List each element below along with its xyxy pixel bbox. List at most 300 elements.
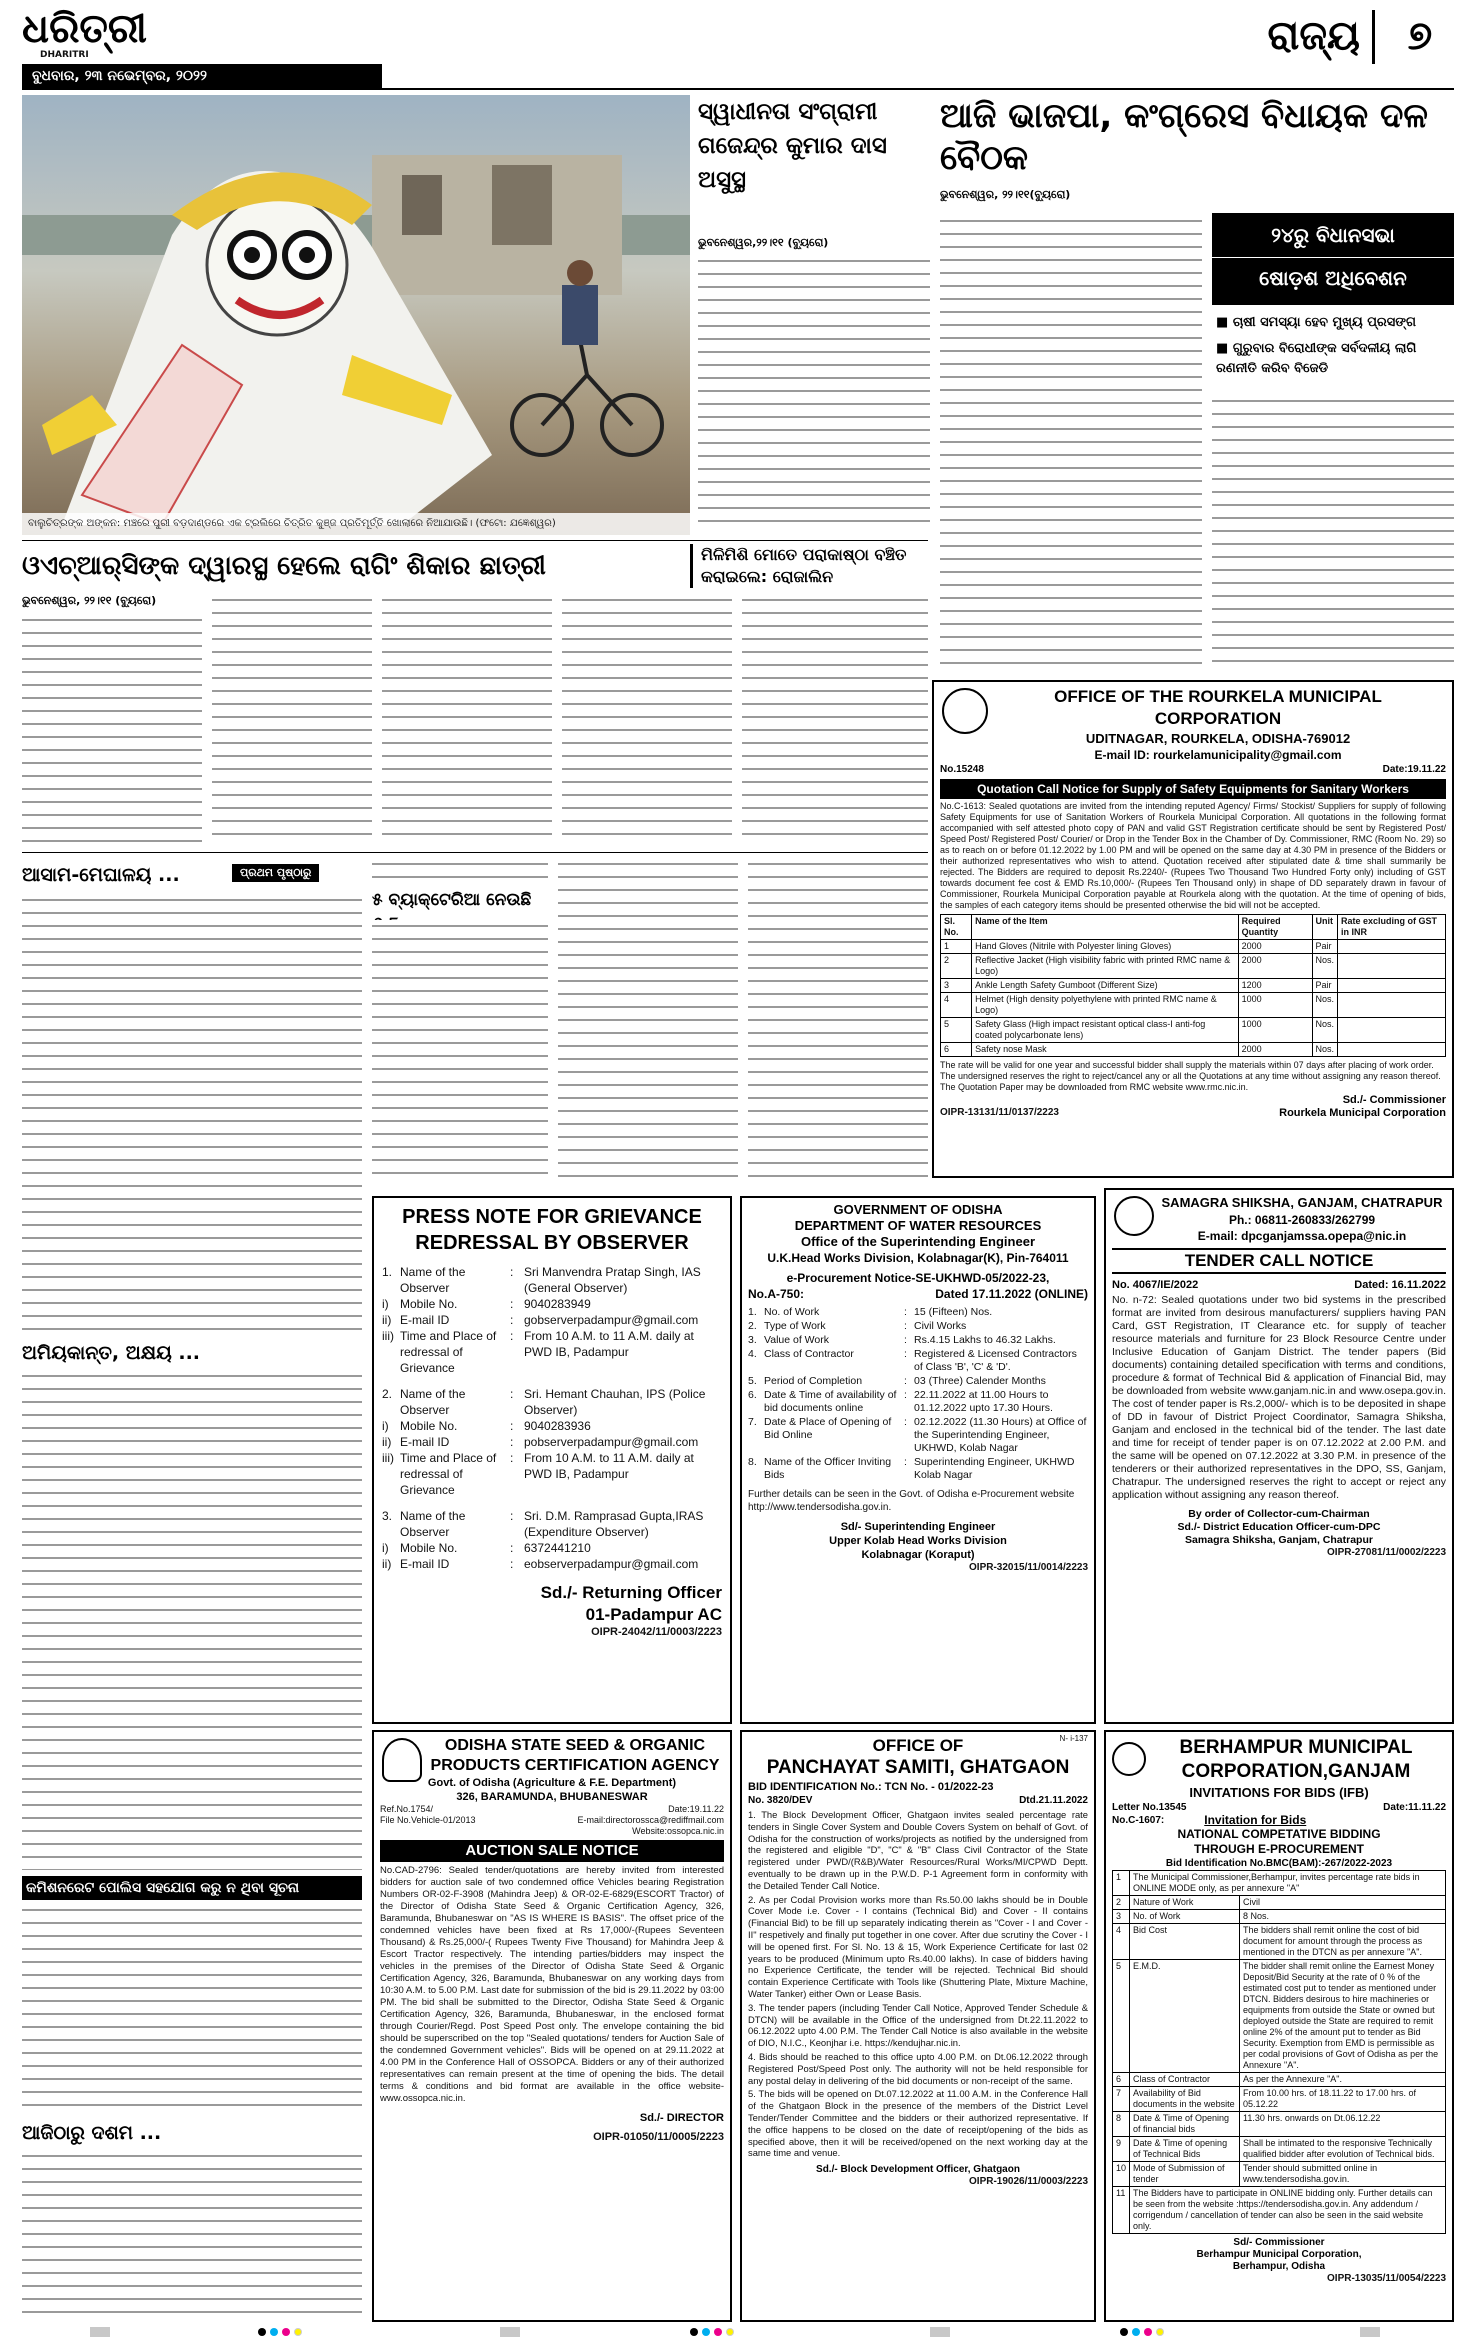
amrit-body bbox=[22, 1370, 362, 1870]
file-no: File No.Vehicle-01/2013 bbox=[380, 1815, 476, 1825]
row-colon: : bbox=[510, 1419, 514, 1433]
table-cell: 6 bbox=[941, 1043, 972, 1057]
table-cell: Pair bbox=[1312, 940, 1338, 954]
title-2: CORPORATION,GANJAM bbox=[1181, 1761, 1411, 1782]
spec-row bbox=[748, 1456, 1088, 1482]
table-cell: 5 bbox=[1113, 1960, 1130, 2073]
row-key: E-mail ID bbox=[400, 1435, 450, 1449]
ajitharu-headline: ଆଜିଠାରୁ ଦଶମ ... bbox=[22, 2122, 162, 2144]
table-cell: 1200 bbox=[1238, 979, 1312, 993]
ad-ref: OIPR-19026/11/0003/2223 bbox=[969, 2176, 1088, 2188]
table-cell: Date & Time of opening of Technical Bids bbox=[1130, 2137, 1240, 2162]
table-header-cell: Required Quantity bbox=[1238, 915, 1312, 940]
row-key: Period of Completion bbox=[764, 1375, 863, 1387]
sign-3: Berhampur, Odisha bbox=[1232, 2261, 1326, 2272]
table-row bbox=[1113, 2162, 1446, 2187]
row-key: Type of Work bbox=[764, 1320, 826, 1332]
bullet-icon: ■ bbox=[1216, 341, 1233, 356]
sign-1: Sd/- Commissioner bbox=[1233, 2237, 1325, 2248]
ad-email: E-mail ID: rourkelamunicipality@gmail.com bbox=[1094, 748, 1342, 762]
ad-ref: OIPR-01050/11/0005/2223 bbox=[593, 2131, 724, 2143]
row-number: 2. bbox=[382, 1387, 393, 1401]
print-marks bbox=[0, 2326, 1476, 2339]
table-cell: 2000 bbox=[1238, 1043, 1312, 1057]
row-colon: : bbox=[510, 1451, 514, 1465]
ad-ref: OIPR-13035/11/0054/2223 bbox=[1327, 2273, 1446, 2284]
spec-row bbox=[748, 1348, 1088, 1374]
sub-2: 326, BARAMUNDA, BHUBANESWAR bbox=[456, 1791, 648, 1803]
body-col-1 bbox=[372, 920, 548, 1182]
row-key: E-mail ID bbox=[400, 1313, 450, 1327]
masthead bbox=[0, 0, 1476, 90]
table-row bbox=[941, 954, 1446, 979]
bid-id: BID IDENTIFICATION No.: TCN No. - 01/2022-23 bbox=[748, 1781, 994, 1793]
row-value: 03 (Three) Calender Months bbox=[914, 1375, 1046, 1387]
table-cell: 8 Nos. bbox=[1240, 1910, 1446, 1924]
title-2: PRODUCTS CERTIFICATION AGENCY bbox=[430, 1757, 720, 1774]
row-value: 15 (Fifteen) Nos. bbox=[914, 1306, 993, 1318]
row-number: ii) bbox=[382, 1557, 392, 1571]
row-key: Time and Place of redressal of Grievance bbox=[400, 1329, 497, 1375]
row-colon: : bbox=[904, 1389, 907, 1401]
table-cell: Nos. bbox=[1312, 1018, 1338, 1043]
row-number: ii) bbox=[382, 1435, 392, 1449]
row-colon: : bbox=[904, 1375, 907, 1387]
ad-footer: The rate will be valid for one year and successful bidder shall supply the materials within 07 days after placing of work order. The undersigned reserves the right to reject/cancel any or all the Quotations at any time without assigning any reason thereof. The Quotation Paper may be downloaded from RMC website www.rmc.nic.in. bbox=[940, 1060, 1441, 1092]
sign-2: 01-Padampur AC bbox=[585, 1605, 722, 1624]
body-col-3 bbox=[382, 594, 552, 844]
row-colon: : bbox=[904, 1416, 907, 1428]
table-cell bbox=[1338, 1018, 1446, 1043]
row-value: Sri. Hemant Chauhan, IPS (Police Observer) bbox=[524, 1387, 706, 1417]
observer-row bbox=[382, 1556, 722, 1572]
observer-row bbox=[382, 1508, 722, 1540]
title-2: DEPARTMENT OF WATER RESOURCES bbox=[794, 1218, 1042, 1233]
sub-1: Govt. of Odisha (Agriculture & F.E. Department) bbox=[427, 1777, 677, 1789]
ad-ref: OIPR-24042/11/0003/2223 bbox=[591, 1626, 722, 1638]
observer-row bbox=[382, 1450, 722, 1498]
title-1: ODISHA STATE SEED & ORGANIC bbox=[444, 1737, 706, 1754]
bid-id: Bid Identification No.BMC(BAM):-267/2022-2023 bbox=[1165, 1858, 1393, 1869]
sign: Sd./- Block Development Officer, Ghatgaon bbox=[816, 2164, 1020, 2176]
row-value: eobserverpadampur@gmail.com bbox=[524, 1557, 699, 1571]
dateline: ଭୁବନେଶ୍ୱର, ୨୨।୧୧(ବ୍ୟୁରୋ) bbox=[940, 188, 1071, 201]
row-key: Name of the Observer bbox=[400, 1265, 466, 1295]
invitation-heading: Invitation for Bids bbox=[1204, 1813, 1307, 1827]
table-cell: Class of Contractor bbox=[1130, 2073, 1240, 2087]
body-col-4 bbox=[562, 594, 732, 844]
box-line-2: ଷୋଡ଼ଶ ଅଧିବେଶନ bbox=[1212, 257, 1454, 298]
table-row bbox=[941, 979, 1446, 993]
observer-block bbox=[382, 1508, 722, 1572]
sign-1: By order of Collector-cum-Chairman bbox=[1188, 1508, 1370, 1520]
table-cell: No. of Work bbox=[1130, 1910, 1240, 1924]
row-key: Mobile No. bbox=[400, 1297, 458, 1311]
ad-ref: OIPR-27081/11/0002/2223 bbox=[1327, 1547, 1446, 1558]
ncb-2: THROUGH E-PROCUREMENT bbox=[1194, 1842, 1364, 1856]
sign-2: Upper Kolab Head Works Division bbox=[829, 1535, 1007, 1547]
ad-ref: OIPR-32015/11/0014/2223 bbox=[969, 1562, 1088, 1573]
table-cell bbox=[1338, 993, 1446, 1018]
table-cell: 7 bbox=[1113, 2087, 1130, 2112]
title-4: U.K.Head Works Division, Kolabnagar(K), Pin-764011 bbox=[767, 1251, 1069, 1265]
ajitharu-body bbox=[22, 2150, 362, 2322]
row-value: gobserverpadampur@gmail.com bbox=[524, 1313, 699, 1327]
ad-date: Dated 17.11.2022 (ONLINE) bbox=[935, 1287, 1088, 1301]
body-top bbox=[372, 858, 548, 882]
page-number: ୭ bbox=[1407, 13, 1433, 59]
row-value: From 10 A.M. to 11 A.M. daily at PWD IB, Padampur bbox=[524, 1451, 694, 1481]
row-value: 6372441210 bbox=[524, 1541, 591, 1555]
table-cell: Hand Gloves (Nitrile with Polyester lining Gloves) bbox=[972, 940, 1239, 954]
table-cell: Mode of Submission of tender bbox=[1130, 2162, 1240, 2187]
title-1: BERHAMPUR MUNICIPAL bbox=[1179, 1737, 1413, 1758]
body-col-2 bbox=[212, 594, 372, 844]
row-number: 1. bbox=[748, 1306, 757, 1318]
row-key: E-mail ID bbox=[400, 1557, 450, 1571]
table-cell: 2000 bbox=[1238, 954, 1312, 979]
row-number: 7. bbox=[748, 1416, 757, 1428]
row-key: Class of Contractor bbox=[764, 1348, 854, 1360]
table-cell: 2000 bbox=[1238, 940, 1312, 954]
row-number: 3. bbox=[748, 1334, 757, 1346]
table-cell: Nos. bbox=[1312, 954, 1338, 979]
section-title: ରାଜ୍ୟ bbox=[1267, 13, 1360, 59]
ad-date: Date:19.11.22 bbox=[668, 1804, 724, 1814]
ad-date: Date:11.11.22 bbox=[1383, 1802, 1446, 1813]
spec-row bbox=[748, 1334, 1088, 1347]
story-gajendra bbox=[698, 95, 930, 535]
dateline: ଭୁବନେଶ୍ୱର,୨୨।୧୧ (ବ୍ୟୁରୋ) bbox=[698, 236, 829, 249]
bacteria-headline: ୫ ବ୍ୟାକ୍ଟେରିଆ ନେଉଛି bbox=[372, 890, 532, 910]
table-header-cell: Rate excluding of GST in INR bbox=[1338, 915, 1446, 940]
table-row bbox=[1113, 2112, 1446, 2137]
sign-2: Berhampur Municipal Corporation, bbox=[1196, 2249, 1362, 2260]
body-col-2 bbox=[1212, 395, 1454, 671]
bid-table bbox=[1112, 1870, 1446, 2234]
headline: ଆଜି ଭାଜପା, କଂଗ୍ରେସ ବିଧାୟକ ଦଳ ବୈଠକ bbox=[940, 96, 1428, 178]
amrit-headline: ଅମିୟକାନ୍ତ, ଅକ୍ଷୟ ... bbox=[22, 1342, 201, 1364]
observer-row bbox=[382, 1296, 722, 1312]
story-assam bbox=[22, 858, 362, 2328]
table-cell: 6 bbox=[1113, 2073, 1130, 2087]
table-cell: E.M.D. bbox=[1130, 1960, 1240, 2073]
ad-banner: TENDER CALL NOTICE bbox=[1112, 1248, 1446, 1274]
ad-email: E-mail: dpcganjamssa.opepa@nic.in bbox=[1197, 1229, 1407, 1243]
body-col-3 bbox=[748, 858, 928, 1182]
observer-row bbox=[382, 1264, 722, 1296]
row-number: 1. bbox=[382, 1265, 393, 1279]
sand-art-illustration bbox=[22, 95, 690, 535]
bullet-2: ■ ଗୁରୁବାର ବିରୋଧୀଙ୍କ ସର୍ବଦଳୀୟ ଲାଗି ରଣନୀତି କରିବ ବିଜେଡି bbox=[1216, 341, 1417, 376]
table-row bbox=[941, 1043, 1446, 1057]
observer-block bbox=[382, 1264, 722, 1376]
table-cell: 11 bbox=[1113, 2187, 1130, 2234]
bullet-icon: ■ bbox=[1216, 315, 1233, 330]
observer-row bbox=[382, 1434, 722, 1450]
odisha-emblem-icon bbox=[382, 1738, 422, 1782]
table-cell bbox=[1338, 954, 1446, 979]
headline: ସ୍ୱାଧୀନତା ସଂଗ୍ରାମୀ ଗଜେନ୍ଦ୍ର କୁମାର ଦାସ ଅସୁସ୍ଥ bbox=[698, 99, 887, 193]
ad-ref: OIPR-13131/11/0137/2223 bbox=[940, 1107, 1059, 1118]
table-row bbox=[1113, 1924, 1446, 1960]
row-key: Value of Work bbox=[764, 1334, 829, 1346]
observer-row bbox=[382, 1540, 722, 1556]
row-number: ii) bbox=[382, 1313, 392, 1327]
table-cell: The Bidders have to participate in ONLINE bidding only. Further details can be seen from the website :https://tendersodisha.gov.in. Any addendum / corrigendum / cancellation of tender can also be seen in the said website only. bbox=[1130, 2187, 1446, 2234]
table-cell: Nature of Work bbox=[1130, 1896, 1240, 1910]
row-value: Rs.4.15 Lakhs to 46.32 Lakhs. bbox=[914, 1334, 1056, 1346]
row-colon: : bbox=[904, 1456, 907, 1468]
items-table bbox=[940, 914, 1446, 1057]
table-cell: 1000 bbox=[1238, 1018, 1312, 1043]
ad-samagra bbox=[1104, 1188, 1454, 1724]
observer-block bbox=[382, 1386, 722, 1498]
spec-row bbox=[748, 1306, 1088, 1319]
table-cell: 2 bbox=[1113, 1896, 1130, 1910]
table-cell: 1000 bbox=[1238, 993, 1312, 1018]
table-cell: Civil bbox=[1240, 1896, 1446, 1910]
body-col-5 bbox=[742, 594, 928, 844]
headline: ଓଏଚ୍‌ଆର୍‌ସିଙ୍କ ଦ୍ୱାରସ୍ଥ ହେଲେ ରାଗିଂ ଶିକାର ଛାତ୍ରୀ bbox=[22, 551, 546, 581]
table-cell: Ankle Length Safety Gumboot (Different Size) bbox=[972, 979, 1239, 993]
table-cell: Safety nose Mask bbox=[972, 1043, 1239, 1057]
table-cell: Bid Cost bbox=[1130, 1924, 1240, 1960]
table-cell: 1 bbox=[941, 940, 972, 954]
table-row bbox=[1113, 1896, 1446, 1910]
ad-website: Website:ossopca.nic.in bbox=[632, 1826, 724, 1836]
table-cell: Safety Glass (High impact resistant optical class-I anti-fog coated polycarbonate lens) bbox=[972, 1018, 1239, 1043]
row-key: No. of Work bbox=[764, 1306, 820, 1318]
title-1: GOVERNMENT OF ODISHA bbox=[833, 1202, 1003, 1217]
table-cell: 9 bbox=[1113, 2137, 1130, 2162]
row-number: 2. bbox=[748, 1320, 757, 1332]
row-colon: : bbox=[510, 1387, 514, 1401]
letter-no: Letter No.13545 bbox=[1112, 1802, 1187, 1813]
row-number: 4. bbox=[748, 1348, 757, 1360]
story-bjp-congress bbox=[940, 95, 1454, 675]
ad-no: No. 3820/DEV bbox=[748, 1795, 813, 1806]
row-number: i) bbox=[382, 1297, 389, 1311]
ad-footer: Further details can be seen in the Govt. of Odisha e-Procurement website http://www.tendersodisha.gov.in. bbox=[748, 1489, 1075, 1513]
row-number: 5. bbox=[748, 1375, 757, 1387]
row-number: 8. bbox=[748, 1456, 757, 1468]
row-value: 22.11.2022 at 11.00 Hours to 01.12.2022 upto 17.30 Hours. bbox=[914, 1389, 1053, 1414]
title-2: PANCHAYAT SAMITI, GHATGAON bbox=[766, 1757, 1070, 1778]
row-key: Date & Place of Opening of Bid Online bbox=[764, 1416, 892, 1441]
ad-banner: AUCTION SALE NOTICE bbox=[380, 1840, 724, 1862]
table-cell: Helmet (High density polyethylene with printed RMC name & Logo) bbox=[972, 993, 1239, 1018]
row-colon: : bbox=[904, 1306, 907, 1318]
front-page-tag: ପ୍ରଥମ ପୃଷ୍ଠାରୁ bbox=[232, 864, 319, 882]
bmc-logo-icon bbox=[1112, 1742, 1146, 1776]
row-key: Time and Place of redressal of Grievance bbox=[400, 1451, 497, 1497]
row-value: Sri Manvendra Pratap Singh, IAS (General Observer) bbox=[524, 1265, 701, 1295]
sign-2: Sd./- District Education Officer-cum-DPC bbox=[1177, 1521, 1381, 1533]
bullet-1: ■ ଚାଷୀ ସମସ୍ୟା ହେବ ମୁଖ୍ୟ ପ୍ରସଙ୍ଗ bbox=[1216, 315, 1417, 330]
row-colon: : bbox=[510, 1541, 514, 1555]
spec-row bbox=[748, 1375, 1088, 1388]
body-text bbox=[698, 255, 930, 533]
table-header-cell: Unit bbox=[1312, 915, 1338, 940]
row-key: Mobile No. bbox=[400, 1541, 458, 1555]
row-number: iii) bbox=[382, 1451, 394, 1465]
ad-seed-agency bbox=[372, 1730, 732, 2322]
sign-1: Sd./- Returning Officer bbox=[540, 1583, 722, 1602]
table-row bbox=[1113, 2087, 1446, 2112]
table-cell: Date & Time of Opening of financial bids bbox=[1130, 2112, 1240, 2137]
body-col-1 bbox=[940, 215, 1202, 671]
table-cell: From 10.00 hrs. of 18.11.22 to 17.00 hrs. of 05.12.22 bbox=[1240, 2087, 1446, 2112]
row-value: 02.12.2022 (11.30 Hours) at Office of the Superintending Engineer, UKHWD, Kolab Nagar bbox=[914, 1416, 1087, 1454]
observer-row bbox=[382, 1418, 722, 1434]
ad-title: PRESS NOTE FOR GRIEVANCE REDRESSAL BY OBSERVER bbox=[402, 1206, 702, 1254]
row-value: pobserverpadampur@gmail.com bbox=[524, 1435, 699, 1449]
tender-point: 1. The Block Development Officer, Ghatgaon invites sealed percentage rate tenders in Single Cover System and Double Covers System on behalf of Govt. of Odisha for the construction of works/projects as notified by the undersigned from the registered and eligible "D", "C" & "B" Class Civil Contractor of the State registered under PWD/(R&B)/Water Resources/Rural Works/MI/CPWD Deptt. eventually to be drawn up in the P.W.D. P-1 Agreement form in conformity with the Detailed Tender Call Notice. bbox=[748, 1809, 1088, 1891]
notice-no: e-Procurement Notice-SE-UKHWD-05/2022-23, bbox=[786, 1271, 1050, 1285]
table-cell: 1 bbox=[1113, 1871, 1130, 1896]
row-colon: : bbox=[510, 1313, 514, 1327]
ad-address: UDITNAGAR, ROURKELA, ODISHA-769012 bbox=[1085, 731, 1351, 746]
title-3: Office of the Superintending Engineer bbox=[800, 1234, 1035, 1249]
table-row bbox=[1113, 2073, 1446, 2087]
table-cell bbox=[1338, 940, 1446, 954]
ref-no: Ref.No.1754/ bbox=[380, 1804, 434, 1814]
table-cell: 3 bbox=[1113, 1910, 1130, 1924]
ad-phone: Ph.: 06811-260833/262799 bbox=[1228, 1213, 1376, 1227]
ad-date: Dtd.21.11.2022 bbox=[1019, 1795, 1088, 1806]
ad-code: N- i-137 bbox=[1059, 1734, 1088, 1743]
row-colon: : bbox=[904, 1334, 907, 1346]
dateline: ଭୁବନେଶ୍ୱର, ୨୨।୧୧ (ବ୍ୟୁରୋ) bbox=[22, 594, 157, 607]
photo-caption: ବାଲୁଚିତ୍ରଙ୍କ ଅଙ୍କନ: ମଞ୍ଚରେ ପୁରୀ ବଡ଼ଦାଣ୍ଡରେ ଏକ ଟ୍ରଲିରେ ଚିତ୍ରିତ କୁଞ୍ଜ ପ୍ରତିମୂର୍ତ୍ତି ଖୋଲାରେ ନିଆଯାଉଛି। (ଫଟୋ: ଯଜ୍ଞେଶ୍ୱର) bbox=[22, 513, 690, 535]
table-cell: Nos. bbox=[1312, 993, 1338, 1018]
table-cell: 5 bbox=[941, 1018, 972, 1043]
highlight-box bbox=[1212, 213, 1454, 305]
story-ragging bbox=[22, 544, 928, 849]
table-cell bbox=[1338, 1043, 1446, 1057]
table-row bbox=[1113, 1960, 1446, 2073]
table-cell bbox=[1338, 979, 1446, 993]
ad-date: Date:19.11.22 bbox=[1382, 764, 1446, 775]
observer-row bbox=[382, 1312, 722, 1328]
table-row bbox=[1113, 1910, 1446, 1924]
ad-email: E-mail:directorossca@rediffmail.com bbox=[577, 1815, 724, 1825]
row-colon: : bbox=[510, 1265, 514, 1279]
ad-ghatgaon bbox=[740, 1730, 1096, 2322]
sign-3: Samagra Shiksha, Ganjam, Chatrapur bbox=[1185, 1534, 1373, 1546]
rozalin-headline: ମିଳିମିଶି ମୋତେ ପରାକାଷ୍ଠା ବଞ୍ଚିତ କରାଇଲେ: ରୋଜାଲିନ bbox=[690, 544, 928, 588]
ad-no: No. 4067/IE/2022 bbox=[1112, 1279, 1199, 1291]
table-row bbox=[941, 940, 1446, 954]
table-cell: Availability of Bid documents in the website bbox=[1130, 2087, 1240, 2112]
assam-body bbox=[22, 894, 362, 1334]
table-row bbox=[941, 993, 1446, 1018]
table-cell: 8 bbox=[1113, 2112, 1130, 2137]
table-row bbox=[941, 1018, 1446, 1043]
story-bacteria bbox=[372, 858, 928, 1188]
lead-photo bbox=[22, 95, 690, 535]
ad-water-resources bbox=[740, 1196, 1096, 1724]
ad-date: Dated: 16.11.2022 bbox=[1354, 1279, 1446, 1291]
table-cell: Reflective Jacket (High visibility fabric with printed RMC name & Logo) bbox=[972, 954, 1239, 979]
table-header-cell: Sl. No. bbox=[941, 915, 972, 940]
row-key: Mobile No. bbox=[400, 1419, 458, 1433]
commissionerate-headline: କମିଶନରେଟ ପୋଲିସ ସହଯୋଗ କରୁ ନ ଥିବା ସୂଚନା bbox=[22, 1876, 362, 1900]
tender-point: 4. Bids should be reached to this office upto 4.00 P.M. on Dt.06.12.2022 through Registered Post/Speed Post only. The authority will not be held responsible for any postal delay in delivering of the bid documents or non-receipt of the same. bbox=[748, 2050, 1088, 2086]
ad-rourkela bbox=[932, 680, 1454, 1178]
ad-banner: Quotation Call Notice for Supply of Safety Equipments for Sanitary Workers bbox=[940, 779, 1446, 799]
sign: Sd./- DIRECTOR bbox=[639, 2112, 724, 2124]
row-key: Name of the Observer bbox=[400, 1509, 466, 1539]
table-row bbox=[1113, 2187, 1446, 2234]
ad-body: No.C-1613: Sealed quotations are invited from the intending reputed Agency/ Firms/ Stockist/ Suppliers for supply of following Safety Equipments for use of Sanitation Workers of Rourkela Municipal Corporation. All quotations in the following format accompanied with self attested photo copy of PAN and valid GST Registration certificate should be sent by Registered Post/ Speed Post/ Registered Post/ Courier/ or Drop in the Tender Box in the Chamber of Dy. Commissioner, RMC (Room No. 29) so as to reach on or before 01.12.2022 by 1.00 PM and will be opened on the same day at 4.30 PM in presence of the Bidders or their authorized representatives who wish to attend. Quotation received after stipulated date & time shall summarily be rejected. The Bidders are required to deposit Rs.2240/- (Rupees Two Thousand Two Hundred Forty only) including of GST towards document fee cost & EMD Rs.10,000/- (Rupees Ten Thousand only) in shape of DD separately drawn in favour of Commissioner, Rourkela Municipal Corporation payable at Rourkela along with the quotation. At the time of opening of bids, the samples of each category items should be presented otherwise the bid will not be accepted. bbox=[940, 801, 1446, 910]
table-row bbox=[1113, 1871, 1446, 1896]
row-colon: : bbox=[510, 1557, 514, 1571]
tender-point: 5. The bids will be opened on Dt.07.12.2022 at 11.00 A.M. in the Conference Hall of the Ghatgaon Block in the presence of the members of the District Level Tender/Tender Committee and the bidders or their authorized representative. If the office happens to be closed on the date of receipt/opening of the bids as specified above, then it will be received/opened on the next working day at the same time and venue. bbox=[748, 2088, 1088, 2159]
table-cell: Tender should submitted online in www.tendersodisha.gov.in. bbox=[1240, 2162, 1446, 2187]
ad-no: No.A-750: bbox=[748, 1287, 805, 1301]
ad-no: No.15248 bbox=[940, 764, 984, 775]
table-cell: 2 bbox=[941, 954, 972, 979]
observer-row bbox=[382, 1386, 722, 1418]
ad-title: SAMAGRA SHIKSHA, GANJAM, CHATRAPUR bbox=[1161, 1195, 1443, 1210]
row-colon: : bbox=[904, 1348, 907, 1360]
row-value: 9040283949 bbox=[524, 1297, 591, 1311]
row-value: 9040283936 bbox=[524, 1419, 591, 1433]
logo: ଧରିତ୍ରୀ bbox=[22, 5, 147, 52]
ad-body: No.CAD-2796: Sealed tender/quotations are hereby invited from interested bidders for auction sale of two condemned office Vehicles bearing Registration Numbers OR-02-F-3908 (Mahindra Jeep) & OR-02-E-6829(ESCORT Tractor) of the Director of Odisha State Seed & Organic Certification Agency, 326, Baramunda, Bhubaneswar on "AS IS WHERE IS BASIS". The offset price of the condemned vehicles have been fixed at Rs 17,000/-(Rupees Seventeen Thousand) & Rs.25,000/-( Rupees Twenty Five Thousand) for Mahindra Jeep & Escort Tractor respectively. The intending parties/bidders may inspect the vehicles in the premises of the Director of Odisha State Seed & Organic Certification Agency, 326, Baramunda, Bhubaneswar on any working days from 10:30 A.M. to 5.00 P.M. Last date for submission of the bid is 29.11.2022 by 03:00 PM. The bid shall be submitted to the Director, Odisha State Seed & Organic Certification Agency, 326, Baramunda, Bhubaneswar, in the enclosed format through Courier/Regd. Post Speed Post only. The envelope containing the bid should be superscribed on the top "Sealed quotations/ tenders for Auction Sale of the condemned Government vehicles". Bids will be opened on at 29.11.2022 at 4.00 PM in the Conference Hall of OSSOPCA. Bidders or any of their authorized representatives can remain present at the time of opening the bids. The detail terms & conditions and bid format are available in the office website-www.ossopca.nic.in. bbox=[380, 1865, 724, 2104]
spec-row bbox=[748, 1320, 1088, 1333]
table-cell: 11.30 hrs. onwards on Dt.06.12.22 bbox=[1240, 2112, 1446, 2137]
ad-body: No. n-72: Sealed quotations under two bid systems in the prescribed format are invited from desirous manufacturers/ suppliers having PAN Card, GST Registration, IT Clearance etc. for supply of teacher resource materials and furniture for 23 Block Resource Centre under Inclusive Education of Ganjam District. The tender papers (Bid documents) containing detailed specification with terms and conditions, procedure & format of Technical Bid & application of Financial Bid, may be downloaded from website www.ganjam.nic.in and www.osepa.gov.in. The cost of tender paper is Rs.2,000/- which is to be deposited in shape of DD in favour of District Project Coordinator, Samagra Shiksha, Ganjam and enclosed in the technical bid of the tender. The last date and time for receipt of tender paper is on 07.12.2022 at 2.00 P.M. and the same will be opened on 07.12.2022 at 3.30 P.M. in presence of the tenderers or their authorized representatives in the DPO, SS, Ganjam, Chatrapur. The undersigned reserves the right to accept or reject any application without assigning any reason thereof. bbox=[1112, 1294, 1446, 1501]
box-line-1: ୨୪ରୁ ବିଧାନସଭା bbox=[1271, 223, 1395, 247]
row-key: Date & Time of availability of bid documents online bbox=[764, 1389, 897, 1414]
spec-row bbox=[748, 1416, 1088, 1455]
row-value: Sri. D.M. Ramprasad Gupta,IRAS (Expenditure Observer) bbox=[524, 1509, 704, 1539]
table-cell: 4 bbox=[941, 993, 972, 1018]
table-cell: The Municipal Commissioner,Berhampur, invites percentage rate bids in ONLINE MODE only, as per annexure "A" bbox=[1130, 1871, 1446, 1896]
row-colon: : bbox=[904, 1320, 907, 1332]
observer-row bbox=[382, 1328, 722, 1376]
row-value: Civil Works bbox=[914, 1320, 967, 1332]
title-3: INVITATIONS FOR BIDS (IFB) bbox=[1189, 1785, 1369, 1800]
tender-point: 3. The tender papers (including Tender Call Notice, Approved Tender Schedule & DTCN) will be available in the Office of the undersigned from Dt.22.11.2022 to 06.12.2022 upto 4.00 P.M. The Tender Call Notice is also available in the website of DIO, N.I.C., Keonjhar i.e. https://kendujhar.nic.in. bbox=[748, 2001, 1088, 2049]
table-cell: As per the Annexure "A". bbox=[1240, 2073, 1446, 2087]
samagra-logo-icon bbox=[1114, 1196, 1154, 1236]
body-col-1 bbox=[22, 614, 202, 844]
ncb-1: NATIONAL COMPETATIVE BIDDING bbox=[1177, 1827, 1381, 1841]
row-number: 6. bbox=[748, 1389, 757, 1401]
table-cell: The bidder shall remit online the Earnest Money Deposit/Bid Security at the rate of 0 % of the estimated cost put to tender as mentioned under DTCN. Bidders desirous to hire machineries or equipments from outside the State or owned but deployed outside the State are required to remit online 2% of the amount put to tender as Bid Security. Exemption from EMD is permissible as per codal provisions of Govt of Odisha as per the Annexure "A". bbox=[1240, 1960, 1446, 2073]
ad-berhampur bbox=[1104, 1730, 1454, 2322]
row-colon: : bbox=[510, 1297, 514, 1311]
table-cell: 10 bbox=[1113, 2162, 1130, 2187]
row-colon: : bbox=[510, 1329, 514, 1343]
row-number: iii) bbox=[382, 1329, 394, 1343]
masthead-date: ବୁଧବାର, ୨୩ ନଭେମ୍ବର, ୨୦୨୨ bbox=[22, 64, 382, 88]
ad-title: OFFICE OF THE ROURKELA MUNICIPAL CORPORATION bbox=[1054, 687, 1382, 728]
sign-1: Sd./- Commissioner bbox=[1342, 1094, 1446, 1106]
table-cell: Pair bbox=[1312, 979, 1338, 993]
ad-no: No.C-1607: bbox=[1112, 1815, 1165, 1826]
logo-sub: DHARITRI bbox=[40, 50, 89, 60]
table-cell: Shall be intimated to the responsive Technically qualified bidder after evolution of Technical bids. bbox=[1240, 2137, 1446, 2162]
sign-1: Sd/- Superintending Engineer bbox=[840, 1521, 996, 1533]
table-cell: The bidders shall remit online the cost of bid document for amount through the process as mentioned in the DTCN as per annexure "A". bbox=[1240, 1924, 1446, 1960]
table-cell: Nos. bbox=[1312, 1043, 1338, 1057]
table-cell: 4 bbox=[1113, 1924, 1130, 1960]
